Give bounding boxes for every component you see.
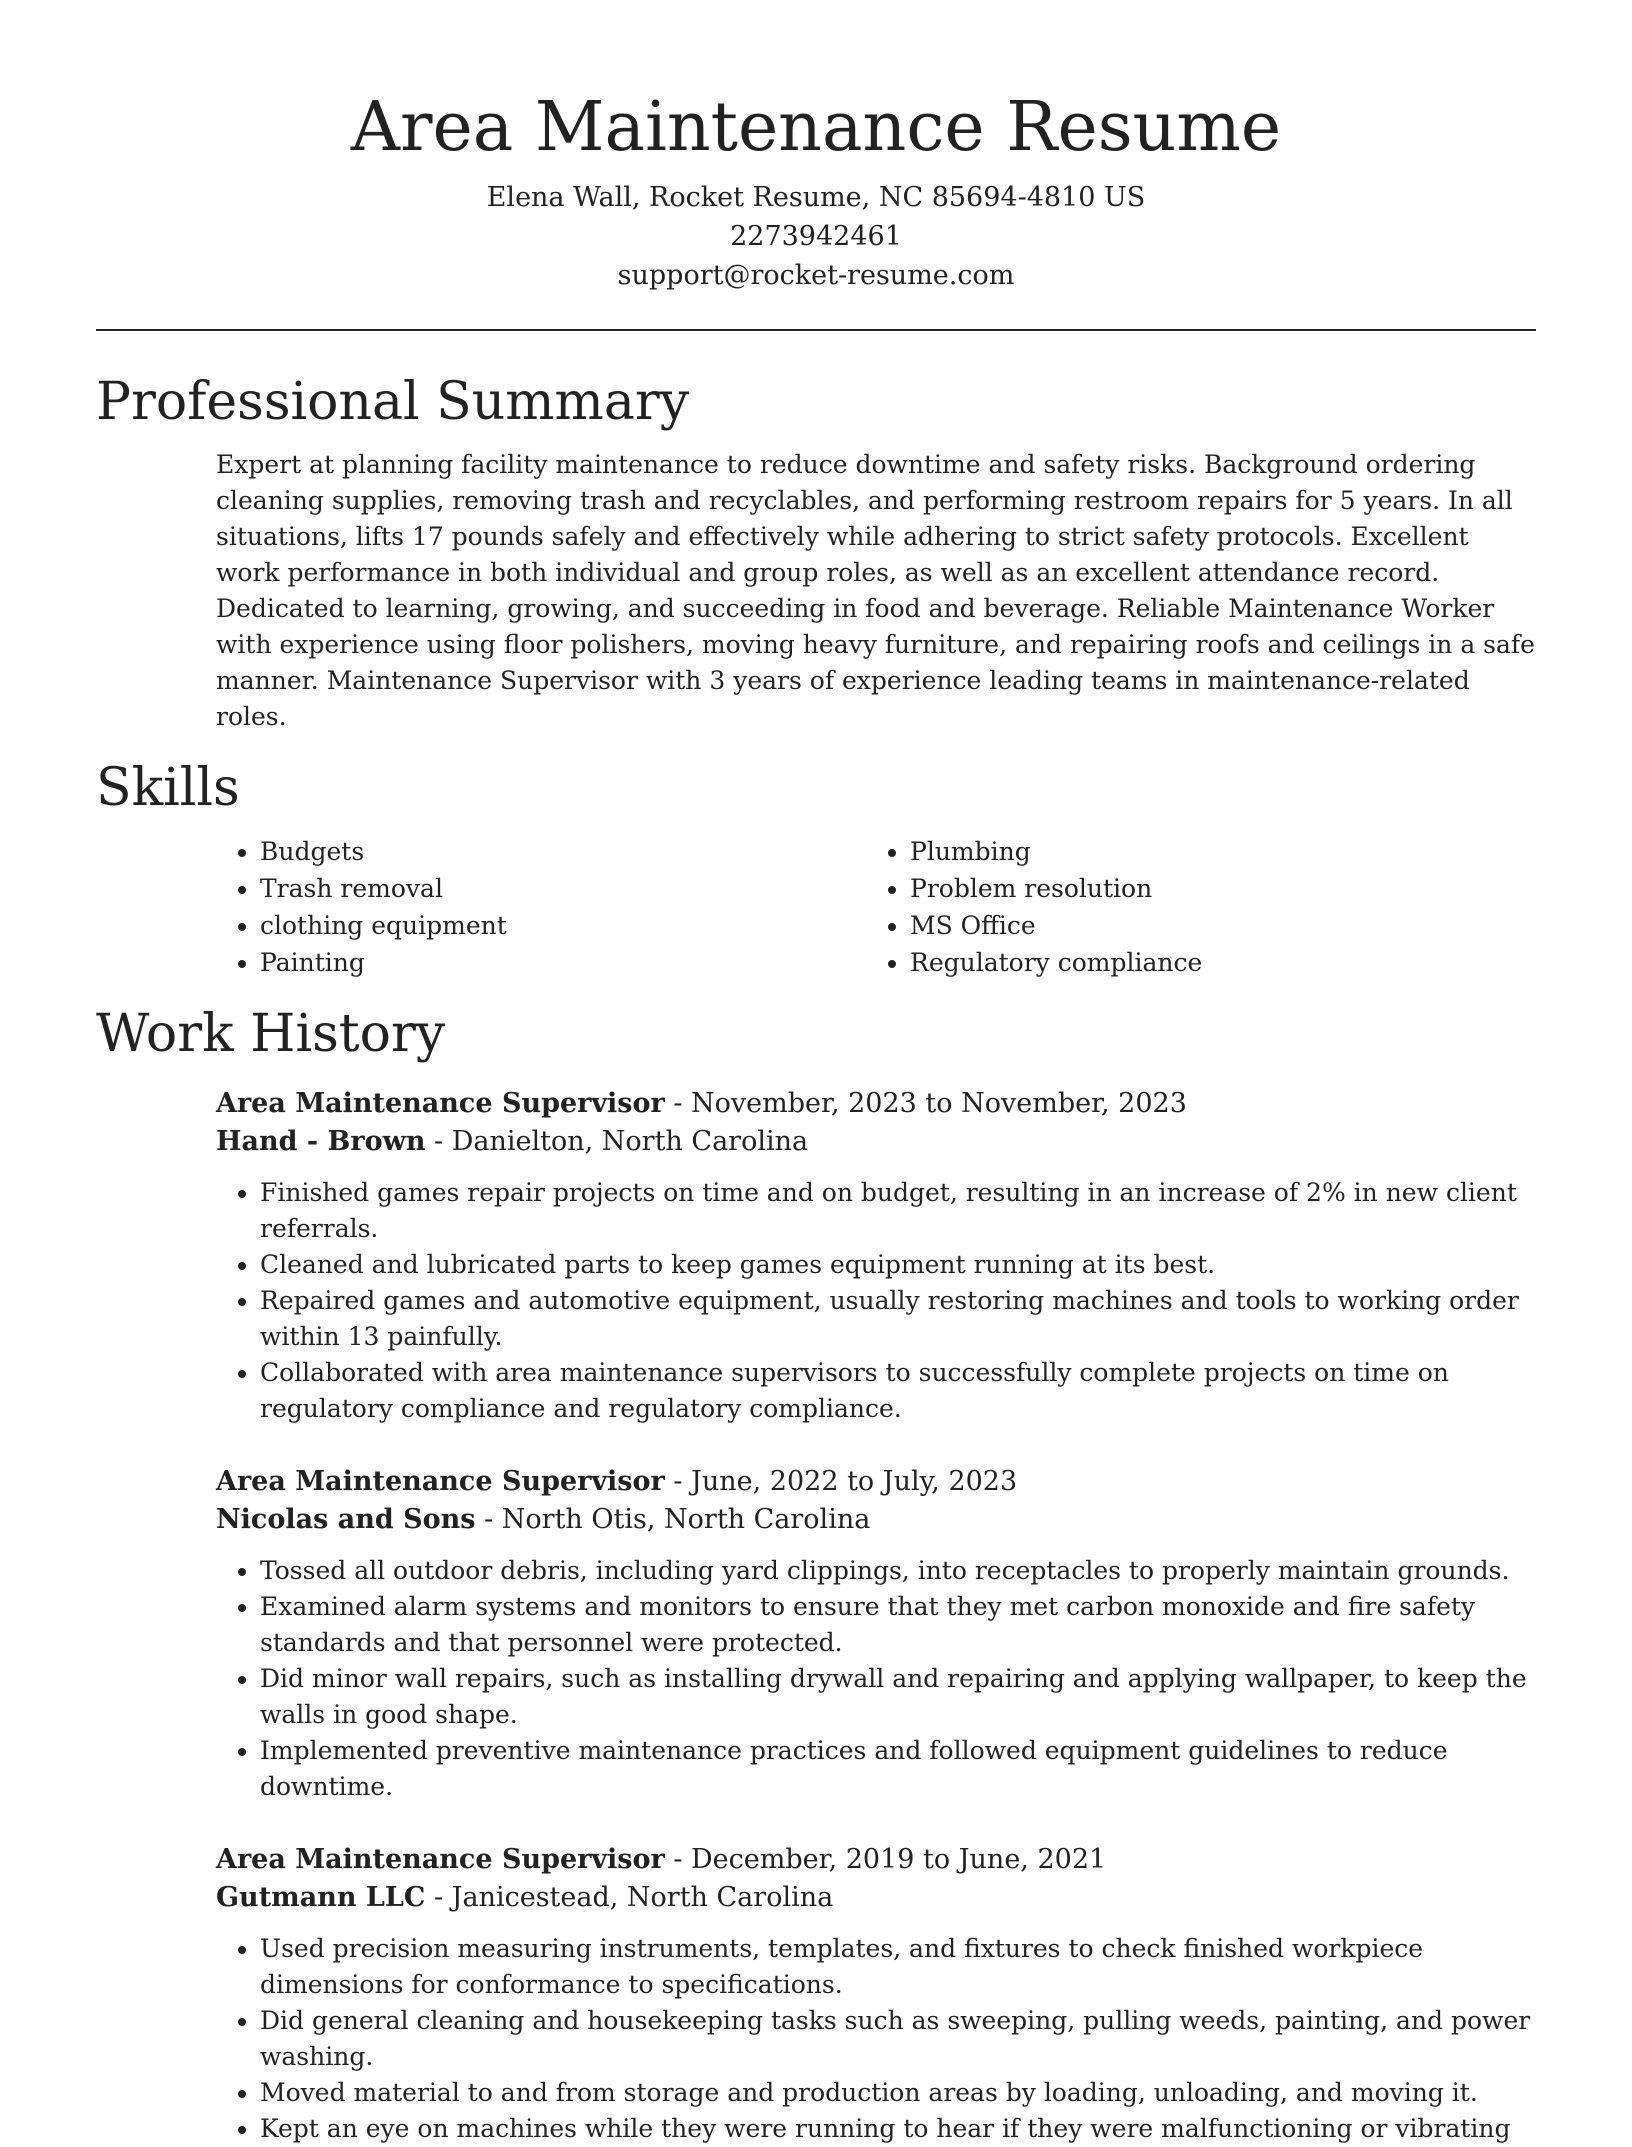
job-bullet: • Did general cleaning and housekeeping tasks such as sweeping, pulling weeds, painting, and power washing. (260, 2003, 1536, 2075)
header-divider (96, 329, 1536, 331)
skill-item: • Budgets (260, 833, 866, 870)
contact-email: support@rocket-resume.com (617, 260, 1015, 291)
job-bullets (216, 1931, 1536, 2147)
job-company: Hand - Brown (216, 1126, 426, 1157)
job-bullet: • Implemented preventive maintenance practices and followed equipment guidelines to reduce downtime. (260, 1733, 1536, 1805)
skill-item: • MS Office (910, 907, 1516, 944)
job-entry (216, 1841, 1536, 2147)
summary-heading: Professional Summary (96, 372, 690, 432)
job-location: - Danielton, North Carolina (434, 1126, 809, 1157)
work-history-heading: Work History (96, 1004, 446, 1064)
job-dates: - June, 2022 to July, 2023 (673, 1466, 1018, 1497)
job-entry (216, 1463, 1536, 1805)
contact-phone: 2273942461 (730, 221, 902, 252)
skill-item: • clothing equipment (260, 907, 866, 944)
job-title-line (216, 1463, 1536, 1501)
job-company-line (216, 1123, 1536, 1161)
skills-heading: Skills (96, 758, 240, 818)
job-entry (216, 1085, 1536, 1427)
resume-title: Area Maintenance Resume (350, 88, 1282, 167)
job-title: Area Maintenance Supervisor (216, 1466, 665, 1497)
job-bullet: • Tossed all outdoor debris, including yard clippings, into receptacles to properly maintain grounds. (260, 1553, 1536, 1589)
resume-header (96, 0, 1536, 295)
job-bullet: • Repaired games and automotive equipment, usually restoring machines and tools to working order within 13 painfully. (260, 1283, 1536, 1355)
work-history-list (216, 1085, 1536, 2147)
skills-column-right (866, 833, 1516, 981)
job-title-line (216, 1085, 1536, 1123)
summary-text: Expert at planning facility maintenance to reduce downtime and safety risks. Background ordering cleaning supplies, removing trash and recyclables, and performing restroom repairs for 5 years. In all situations, lifts 17 pounds safely and effectively while adhering to strict safety protocols. Excellent work performance in both individual and group roles, as well as an excellent attendance record. Dedicated to learning, growing, and succeeding in food and beverage. Reliable Maintenance Worker with experience using floor polishers, moving heavy furniture, and repairing roofs and ceilings in a safe manner. Maintenance Supervisor with 3 years of experience leading teams in maintenance-related roles. (216, 450, 1535, 731)
job-bullet: • Examined alarm systems and monitors to ensure that they met carbon monoxide and fire safety standards and that personnel were protected. (260, 1589, 1536, 1661)
skill-item: • Plumbing (910, 833, 1516, 870)
contact-address: Elena Wall, Rocket Resume, NC 85694-4810 US (486, 182, 1146, 213)
job-location: - North Otis, North Carolina (484, 1504, 871, 1535)
job-dates: - December, 2019 to June, 2021 (673, 1844, 1107, 1875)
job-company-line (216, 1879, 1536, 1917)
job-dates: - November, 2023 to November, 2023 (673, 1088, 1187, 1119)
skills-column-left (216, 833, 866, 981)
job-title: Area Maintenance Supervisor (216, 1088, 665, 1119)
job-bullets (216, 1553, 1536, 1805)
job-bullet: • Finished games repair projects on time and on budget, resulting in an increase of 2% in new client referrals. (260, 1175, 1536, 1247)
job-company-line (216, 1501, 1536, 1539)
job-company: Gutmann LLC (216, 1882, 426, 1913)
job-bullet: • Did minor wall repairs, such as installing drywall and repairing and applying wallpaper, to keep the walls in good shape. (260, 1661, 1536, 1733)
job-title-line (216, 1841, 1536, 1879)
job-bullet: • Used precision measuring instruments, templates, and fixtures to check finished workpiece dimensions for conformance to specifications. (260, 1931, 1536, 2003)
job-bullet: • Moved material to and from storage and production areas by loading, unloading, and moving it. (260, 2075, 1536, 2111)
job-company: Nicolas and Sons (216, 1504, 476, 1535)
skills-list (216, 833, 1536, 981)
skill-item: • Regulatory compliance (910, 944, 1516, 981)
job-bullet: • Collaborated with area maintenance supervisors to successfully complete projects on time on regulatory compliance and regulatory compliance. (260, 1355, 1536, 1427)
job-bullet: • Kept an eye on machines while they were running to hear if they were malfunctioning or vibrating (260, 2111, 1536, 2147)
skill-item: • Trash removal (260, 870, 866, 907)
contact-block (96, 178, 1536, 295)
job-bullet: • Cleaned and lubricated parts to keep games equipment running at its best. (260, 1247, 1536, 1283)
resume-page (96, 0, 1536, 2147)
skill-item: • Painting (260, 944, 866, 981)
job-title: Area Maintenance Supervisor (216, 1844, 665, 1875)
job-bullets (216, 1175, 1536, 1427)
job-location: - Janicestead, North Carolina (433, 1882, 834, 1913)
skill-item: • Problem resolution (910, 870, 1516, 907)
